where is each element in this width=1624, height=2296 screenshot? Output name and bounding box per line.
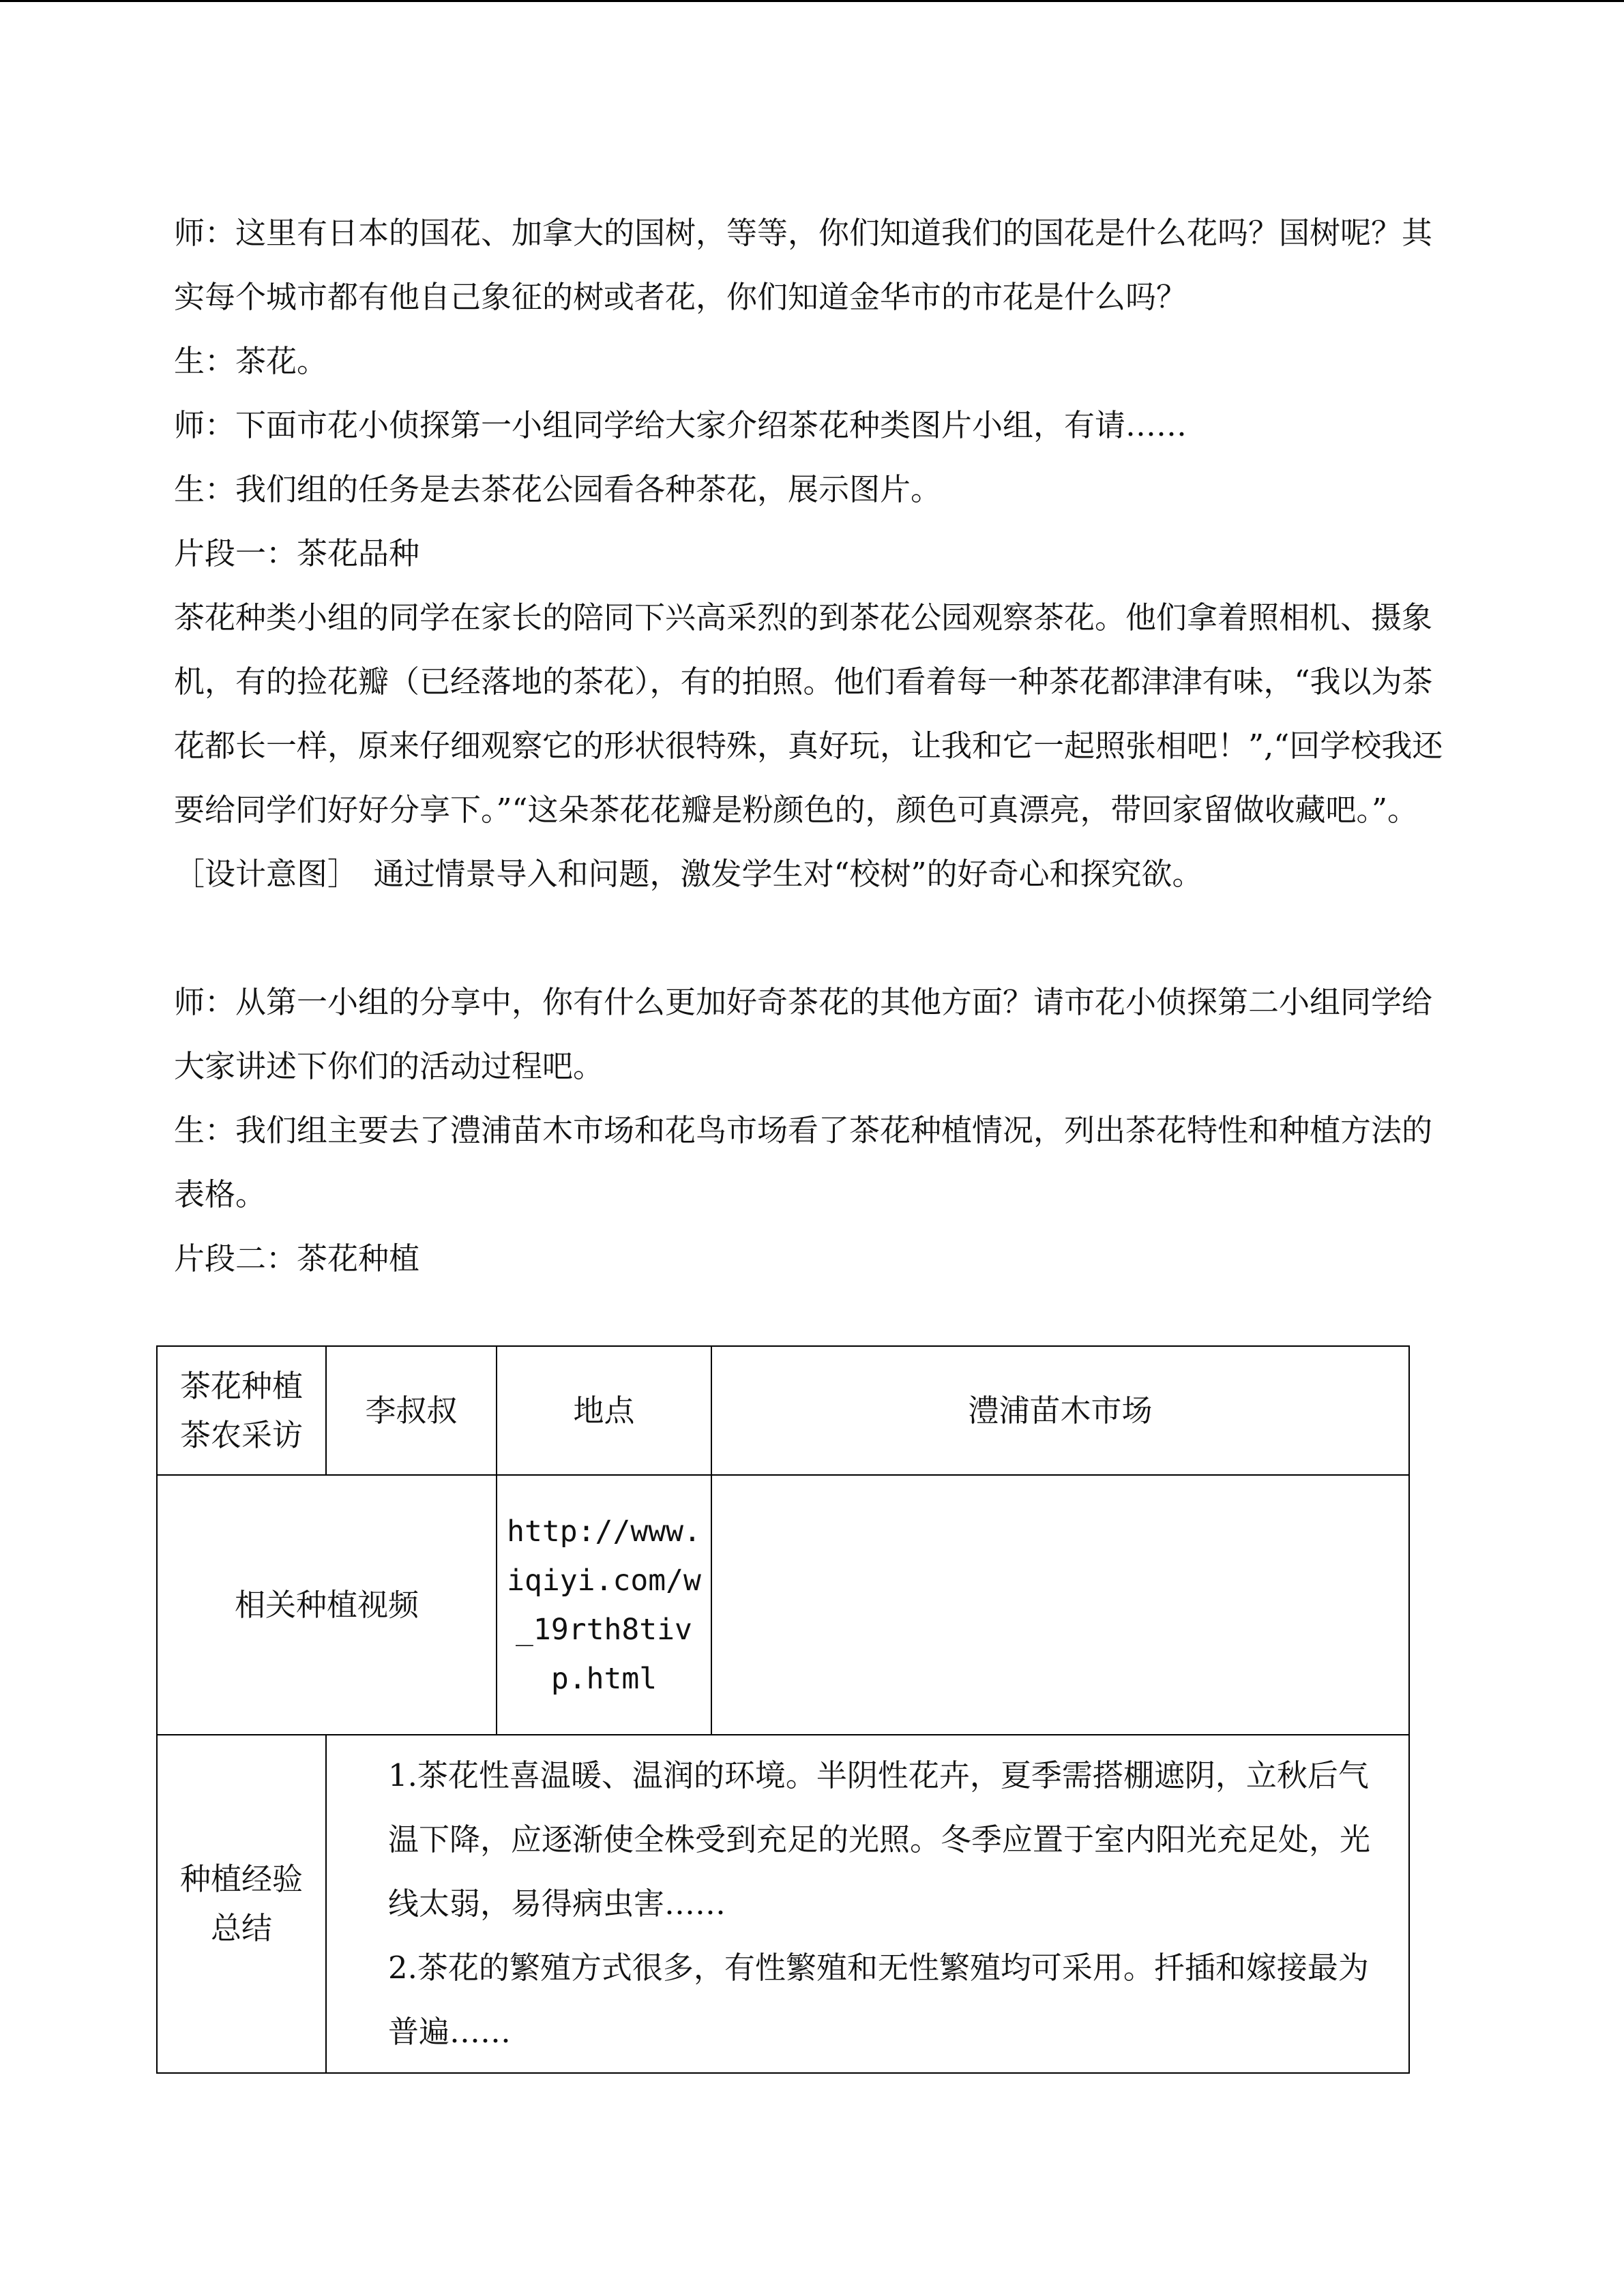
cell-text: 茶农采访 <box>179 1416 303 1453</box>
top-border-line <box>0 0 1624 2</box>
cell-text: 种植经验 <box>179 1861 303 1897</box>
cell-text: 茶花种植 <box>179 1367 303 1404</box>
cell-experience-label <box>157 1735 326 2073</box>
experience-item-2: 2.茶花的繁殖方式很多，有性繁殖和无性繁殖均可采用。扦插和嫁接最为普遍…… <box>388 1950 1369 2050</box>
section-heading-1: 片段一：茶花品种 <box>174 535 420 571</box>
experience-item-1: 1.茶花性喜温暖、温润的环境。半阴性花卉，夏季需搭棚遮阴，立秋后气温下降，应逐渐使全株受到充足的光照。冬季应置于室内阳光充足处，光线太弱，易得病虫害…… <box>388 1757 1371 1922</box>
paragraph-student-answer: 生：茶花。 <box>174 343 328 379</box>
cell-location-label: 地点 <box>497 1346 711 1475</box>
table-row <box>157 1735 1409 2073</box>
paragraph-observation: 茶花种类小组的同学在家长的陪同下兴高采烈的到茶花公园观察茶花。他们拿着照相机、摄象机，有的捡花瓣（已经落地的茶花），有的拍照。他们看着每一种茶花都津津有味，“我以为茶花都长一样，原来仔细观察它的形状很特殊，真好玩，让我和它一起照张相吧！”,“回学校我还要给同学们好好分享下。”“这朵茶花花瓣是粉颜色的，颜色可真漂亮，带回家留做收藏吧。”。 <box>174 599 1443 828</box>
cell-interviewee: 李叔叔 <box>326 1346 497 1475</box>
paragraph-teacher-intro: 师：下面市花小侦探第一小组同学给大家介绍茶花种类图片小组，有请…… <box>174 407 1187 443</box>
paragraph-teacher-followup: 师：从第一小组的分享中，你有什么更加好奇茶花的其他方面？请市花小侦探第二小组同学给大家讲述下你们的活动过程吧。 <box>174 984 1433 1084</box>
planting-table <box>156 1345 1410 2074</box>
cell-location-value: 澧浦苗木市场 <box>711 1346 1409 1475</box>
table-row <box>157 1346 1409 1475</box>
cell-empty <box>711 1475 1409 1735</box>
paragraph-teacher-question: 师：这里有日本的国花、加拿大的国树，等等，你们知道我们的国花是什么花吗？国树呢？其实每个城市都有他自己象征的树或者花，你们知道金华市的市花是什么吗？ <box>174 215 1433 315</box>
paragraph-student-task: 生：我们组的任务是去茶花公园看各种茶花，展示图片。 <box>174 471 942 507</box>
cell-video-label: 相关种植视频 <box>157 1475 497 1735</box>
paragraph-student-report: 生：我们组主要去了澧浦苗木市场和花鸟市场看了茶花种植情况，列出茶花特性和种植方法的表格。 <box>174 1112 1433 1212</box>
section-heading-2: 片段二：茶花种植 <box>174 1240 420 1277</box>
cell-experience-content <box>326 1735 1409 2073</box>
video-link[interactable]: http://www.iqiyi.com/w_19rth8tivp.html <box>497 1475 711 1735</box>
cell-interview-label <box>157 1346 326 1475</box>
spacer <box>174 906 1456 970</box>
cell-text: 总结 <box>210 1910 272 1946</box>
table-row <box>157 1475 1409 1735</box>
paragraph-design-intent: ［设计意图］ 通过情景导入和问题，激发学生对“校树”的好奇心和探究欲。 <box>174 856 1203 892</box>
document-body <box>174 201 1456 1291</box>
